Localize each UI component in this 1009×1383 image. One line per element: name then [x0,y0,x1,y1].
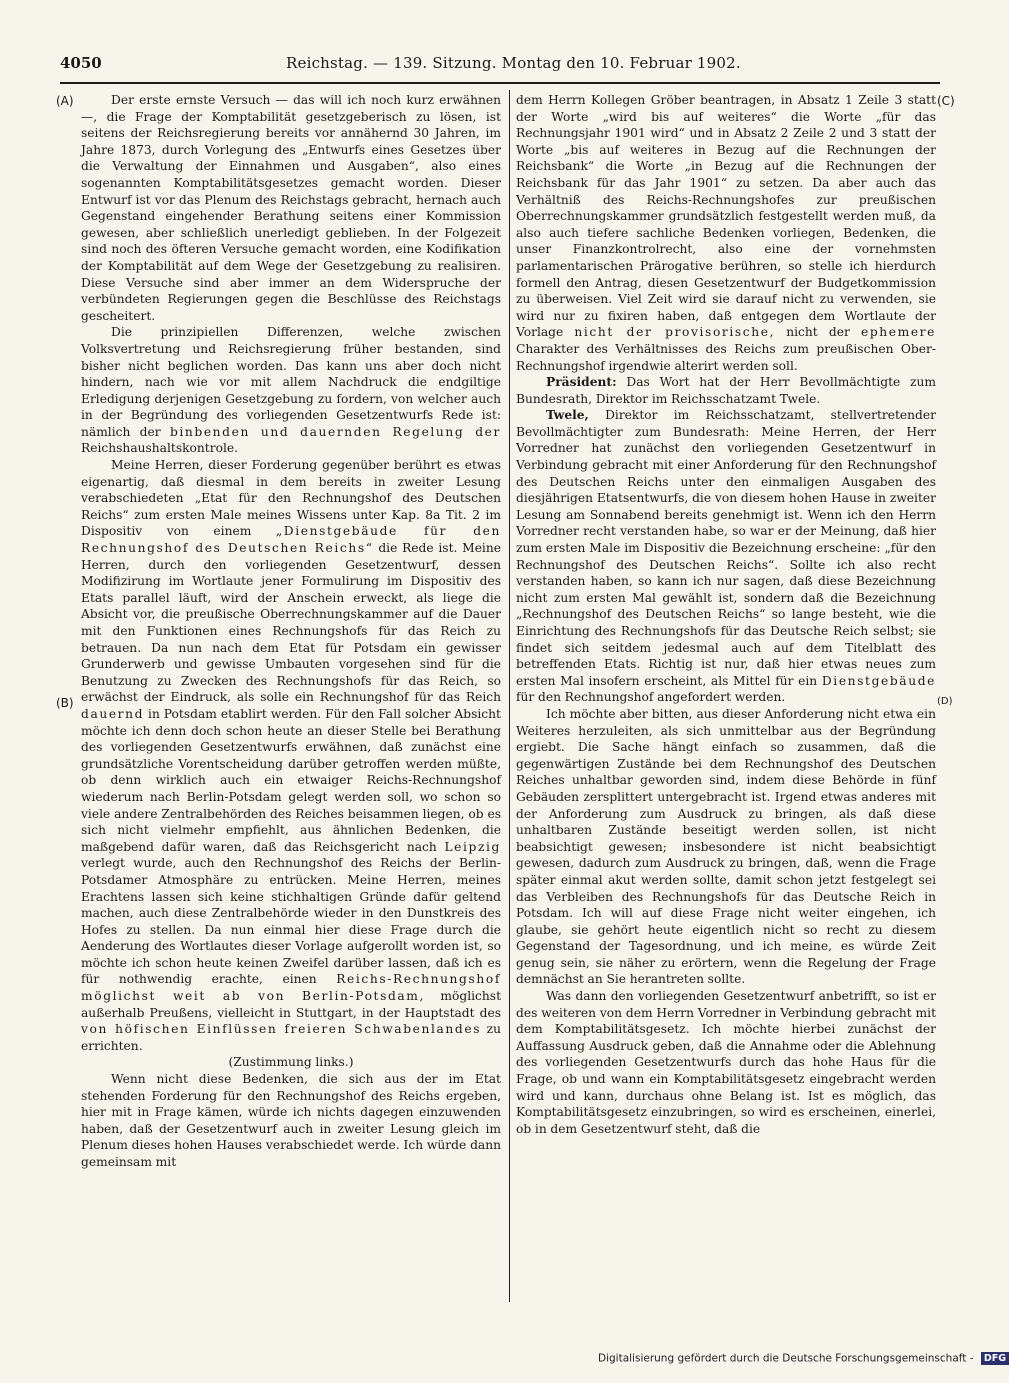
paragraph: Der erste ernste Versuch — das will ich noch kurz erwähnen —, die Frage der Komptabilität gesetzgeberisch zu lösen, ist seitens der Reichsregierung bereits vor annähernd 30 Jahren, im Jahre 1873, durch Vorlegung des „Entwurfs eines Gesetzes über die Verwaltung der Einnahmen und Ausgaben“, also eines sogenannten Komptabilitätsgesetzes gemacht worden. Dieser Entwurf ist vor das Plenum des Reichstags gebracht, hernach auch Gegenstand eingehender Berathung seitens einer Kommission gewesen, aber schließlich unerledigt geblieben. In der Folgezeit sind noch des öfteren Versuche gemacht worden, eine Kodifikation der Komptabilität auf dem Wege der Gesetzgebung zu realisiren. Diese Versuche sind aber immer an dem Widerspruche der verbündeten Regierungen gegen die Beschlüsse des Reichstags gescheitert. [81,93,501,323]
paragraph [516,92,936,374]
text-run: möglichst außerhalb Preußens, vielleicht in Stuttgart, in der Hauptstadt des [81,989,502,1020]
page-number: 4050 [60,54,102,72]
speaker-name: Präsident: [546,374,617,390]
paragraph: Was dann den vorliegenden Gesetzentwurf anbetrifft, so ist er des weiteren von dem Herrn Vorredner in Verbindung gebracht mit dem Komptabilitätsgesetz. Ich möchte hierbei zunächst der Auffassung Ausdruck geben, daß die Annahme oder die Ablehnung des vorliegenden Gesetzentwurfs durch das hohe Haus für die Frage, ob und wann ein Komptabilitätsgesetz eingebracht werden wird und kann, durchaus ohne Belang ist. Ist es möglich, das Komptabilitätsgesetz einzubringen, so wird es erscheinen, einerlei, ob in dem Gesetzentwurf steht, daß die [516,989,936,1136]
spaced-text: Dienstgebäude [821,673,936,688]
dfg-logo: DFG [981,1352,1009,1365]
speaker-name: Twele, [546,407,589,423]
paragraph [81,324,501,457]
text-run: Meine Herren, dieser Forderung gegenüber berührt es etwas eigenartig, daß diesmal in dem bereits in zweiter Lesung verabschiedeten „Etat für den Rechnungshof des Deutschen Reichs“ zum ersten Male meines Wissens unter Kap. 8a Tit. 2 im Dispositiv von einem [81,458,501,539]
text-run: Das Wort hat der Herr Bevollmächtigte zum Bundesrath, Direktor im Reichsschatzamt Twele. [516,375,937,406]
column-divider [509,90,510,1302]
header-rule [60,82,940,84]
text-run: in Potsdam etablirt werden. Für den Fall solcher Absicht möchte ich denn doch schon heute an dieser Stelle bei Berathung des vorliegenden Gesetzentwurfs erwähnen, daß zunächst eine grundsätzliche Vorentscheidung darüber getroffen werden müßte, ob denn wirklich auch ein etwaiger Reichs-Rechnungshof wiederum nach Berlin-Potsdam gelegt werden soll, wo schon so viele andere Zentralbehörden des Reiches beisammen liegen, ob es sich nicht vielmehr empfiehlt, aus ähnlichen Bedenken, die maßgebend dafür waren, daß das Reichsgericht nach [81,706,501,854]
text-run: für den Rechnungshof angefordert werden. [516,690,786,705]
text-run: die Rede ist. Meine Herren, durch den vorliegenden Gesetzentwurf, dessen Modifizirung im Wortlaute jener Formulirung im Dispositiv des Etats parallel läuft, wird der Anschein erweckt, als liege die Absicht vor, die preußische Oberrechnungskammer auf die Dauer mit den Funktionen eines Rechnungshofs für das Reich zu betrauen. Da nun nach dem Etat für Potsdam ein gewisser Grunderwerb und gewisse Umbauten vorgesehen sind für die Benutzung zu Zwecken des Rechnungshofs für das Reich, so erwächst der Eindruck, als solle ein Rechnungshof für das Reich [81,541,501,705]
spaced-text: ephemere [860,325,936,340]
margin-mark-d: (D) [937,696,953,707]
spaced-text: dauernd [81,706,145,721]
interjection: (Zustimmung links.) [228,1055,354,1070]
text-run: verlegt wurde, auch den Rechnungshof des Reichs der Berlin-Potsdamer Atmosphäre zu entrücken. Meine Herren, meines Erachtens lassen sich keine stichhaltigen Gründe dafür geltend machen, auch diese Zentralbehörde wieder in den Dunstkreis des Hofes zu stellen. Da nun einmal hier diese Frage durch die Aenderung des Wortlautes dieser Vorlage aufgerollt worden ist, so möchte ich schon heute keinen Zweifel darüber lassen, daß ich es für nothwendig erachte, einen [81,856,501,987]
spaced-text: binbenden und dauernden Regelung der [169,424,501,439]
running-title: Reichstag. — 139. Sitzung. Montag den 10. Februar 1902. [286,54,741,72]
text-run: nicht der [786,325,850,340]
spaced-text: nicht der provisorische, [574,325,776,340]
margin-mark-c: (C) [937,94,955,108]
footer-text: Digitalisierung gefördert durch die Deutsche Forschungsgemeinschaft - [598,1352,974,1365]
spaced-text: Leipzig [444,839,501,854]
text-run: Charakter des Verhältnisses des Reichs zum preußischen Ober-Rechnungshof irgendwie alterirt werden soll. [516,341,936,373]
text-run: Direktor im Reichsschatzamt, stellvertretender Bevollmächtigter zum Bundesrath: Meine Herren, der Herr Vorredner hat zunächst den vorliegenden Gesetzentwurf in Verbindung gebracht mit einer Anforderung für den Rechnungshof des Deutschen Reichs unter den einmaligen Ausgaben des diesjährigen Etatsentwurfs, die von diesem hohen Hause in zweiter Lesung am Sonnabend bereits genehmigt ist. Wenn ich den Herrn Vorredner recht verstanden habe, so war er der Meinung, daß hier zum ersten Male im Dispositiv die Bezeichnung erscheine: „für den Rechnungshof des Deutschen Reichs“. Sollte ich also recht verstanden haben, so kann ich nur sagen, daß diese Bezeichnung nicht zum ersten Mal gewählt ist, sondern daß die Bezeichnung „Rechnungshof des Deutschen Reichs“ so lange besteht, wie die Einrichtung des Rechnungshofs für das Deutsche Reich selbst; sie findet sich seitdem jedesmal auch auf dem Titelblatt des betreffenden Etats. Richtig ist nur, daß hier etwas neues zum ersten Mal insofern erscheint, als Mittel für ein [516,408,936,688]
text-run: dem Herrn Kollegen Gröber beantragen, in Absatz 1 Zeile 3 statt der Worte „wird bis auf weiteres“ die Worte „für das Rechnungsjahr 1901 wird“ und in Absatz 2 Zeile 2 und 3 statt der Worte „bis auf weiteres in Bezug auf die Rechnungen der Reichsbank“ die Worte „in Bezug auf die Rechnungen der Reichsbank für das Jahr 1901“ zu setzen. Da aber auch das Verhältniß des Reichs-Rechnungshofes zur preußischen Oberrechnungskammer grundsätzlich festgestellt werden muß, da also auch tiefere sachliche Bedenken vorliegen, Bedenken, die unser Finanzkontrolrecht, also eine der vornehmsten parlamentarischen Prärogative berühren, so stelle ich hierdurch formell den Antrag, diesen Gesetzentwurf der Budgetkommission zu überweisen. Viel Zeit wird sie darauf nicht zu verwenden, sie wird nur zu fixiren haben, daß entgegen dem Wortlaute der Vorlage [516,93,936,340]
right-column [516,92,936,1137]
paragraph [81,457,501,1054]
text-run: zu errichten. [81,1022,501,1053]
left-column [81,92,501,1171]
text-run: Die prinzipiellen Differenzen, welche zwischen Volksvertretung und Reichsregierung früher bestanden, sind bisher nicht beglichen worden. Das kann uns aber doch nicht hindern, nach wie vor mit allem Nachdruck die endgiltige Erledigung derjenigen Gesetzgebung zu fordern, von welcher auch in der Begründung des vorliegenden Gesetzentwurfs Rede ist: nämlich der [81,325,501,439]
margin-mark-a: (A) [56,94,74,108]
paragraph [516,374,936,407]
spaced-text: von höfischen Einflüssen freieren Schwabenlandes [81,1022,482,1037]
paragraph [516,407,936,706]
margin-mark-b: (B) [56,696,74,710]
page-header [60,50,940,80]
text-run: Reichshaushaltskontrole. [81,441,239,456]
spaced-text: Reichs-Rechnungshof möglichst weit ab von Berlin-Potsdam, [81,972,501,1004]
paragraph: Ich möchte aber bitten, aus dieser Anforderung nicht etwa ein Weiteres herzuleiten, als sich unmittelbar aus der Begründung ergiebt. Die Sache hängt einfach so zusammen, daß die gegenwärtigen Zustände bei dem Rechnungshof des Deutschen Reiches unhaltbar geworden sind, indem diese Behörde in fünf Gebäuden zersplittert untergebracht ist. Irgend etwas anderes mit der Anforderung zum Ausdruck zu bringen, als daß diese unhaltbaren Zustände beseitigt werden sollen, ist nicht beabsichtigt gewesen; insbesondere ist nicht beabsichtigt gewesen, dadurch zum Ausdruck zu bringen, daß, wenn die Frage später einmal akut werden sollte, damit schon jetzt festgelegt sei das Verbleiben des Rechnungshofs für das Deutsche Reich in Potsdam. Ich will auf diese Frage nicht weiter eingehen, ich glaube, sie gehört heute eigentlich nicht so recht zu diesem Gegenstand der Tagesordnung, und ich meine, es würde Zeit genug sein, sie näher zu erörtern, wenn die Regelung der Frage demnächst an Sie herantreten sollte. [516,706,936,987]
footer-credit [598,1352,1009,1365]
spaced-text: „Dienstgebäude für den Rechnungshof des Deutschen Reichs“ [81,524,501,556]
paragraph: Wenn nicht diese Bedenken, die sich aus der im Etat stehenden Forderung für den Rechnungshof des Reichs ergeben, hier mit in Frage kämen, würde ich nichts dagegen einzuwenden haben, daß der Gesetzentwurf auch in zweiter Lesung gleich im Plenum dieses hohen Hauses verabschiedet werde. Ich würde dann gemeinsam mit [81,1072,501,1169]
